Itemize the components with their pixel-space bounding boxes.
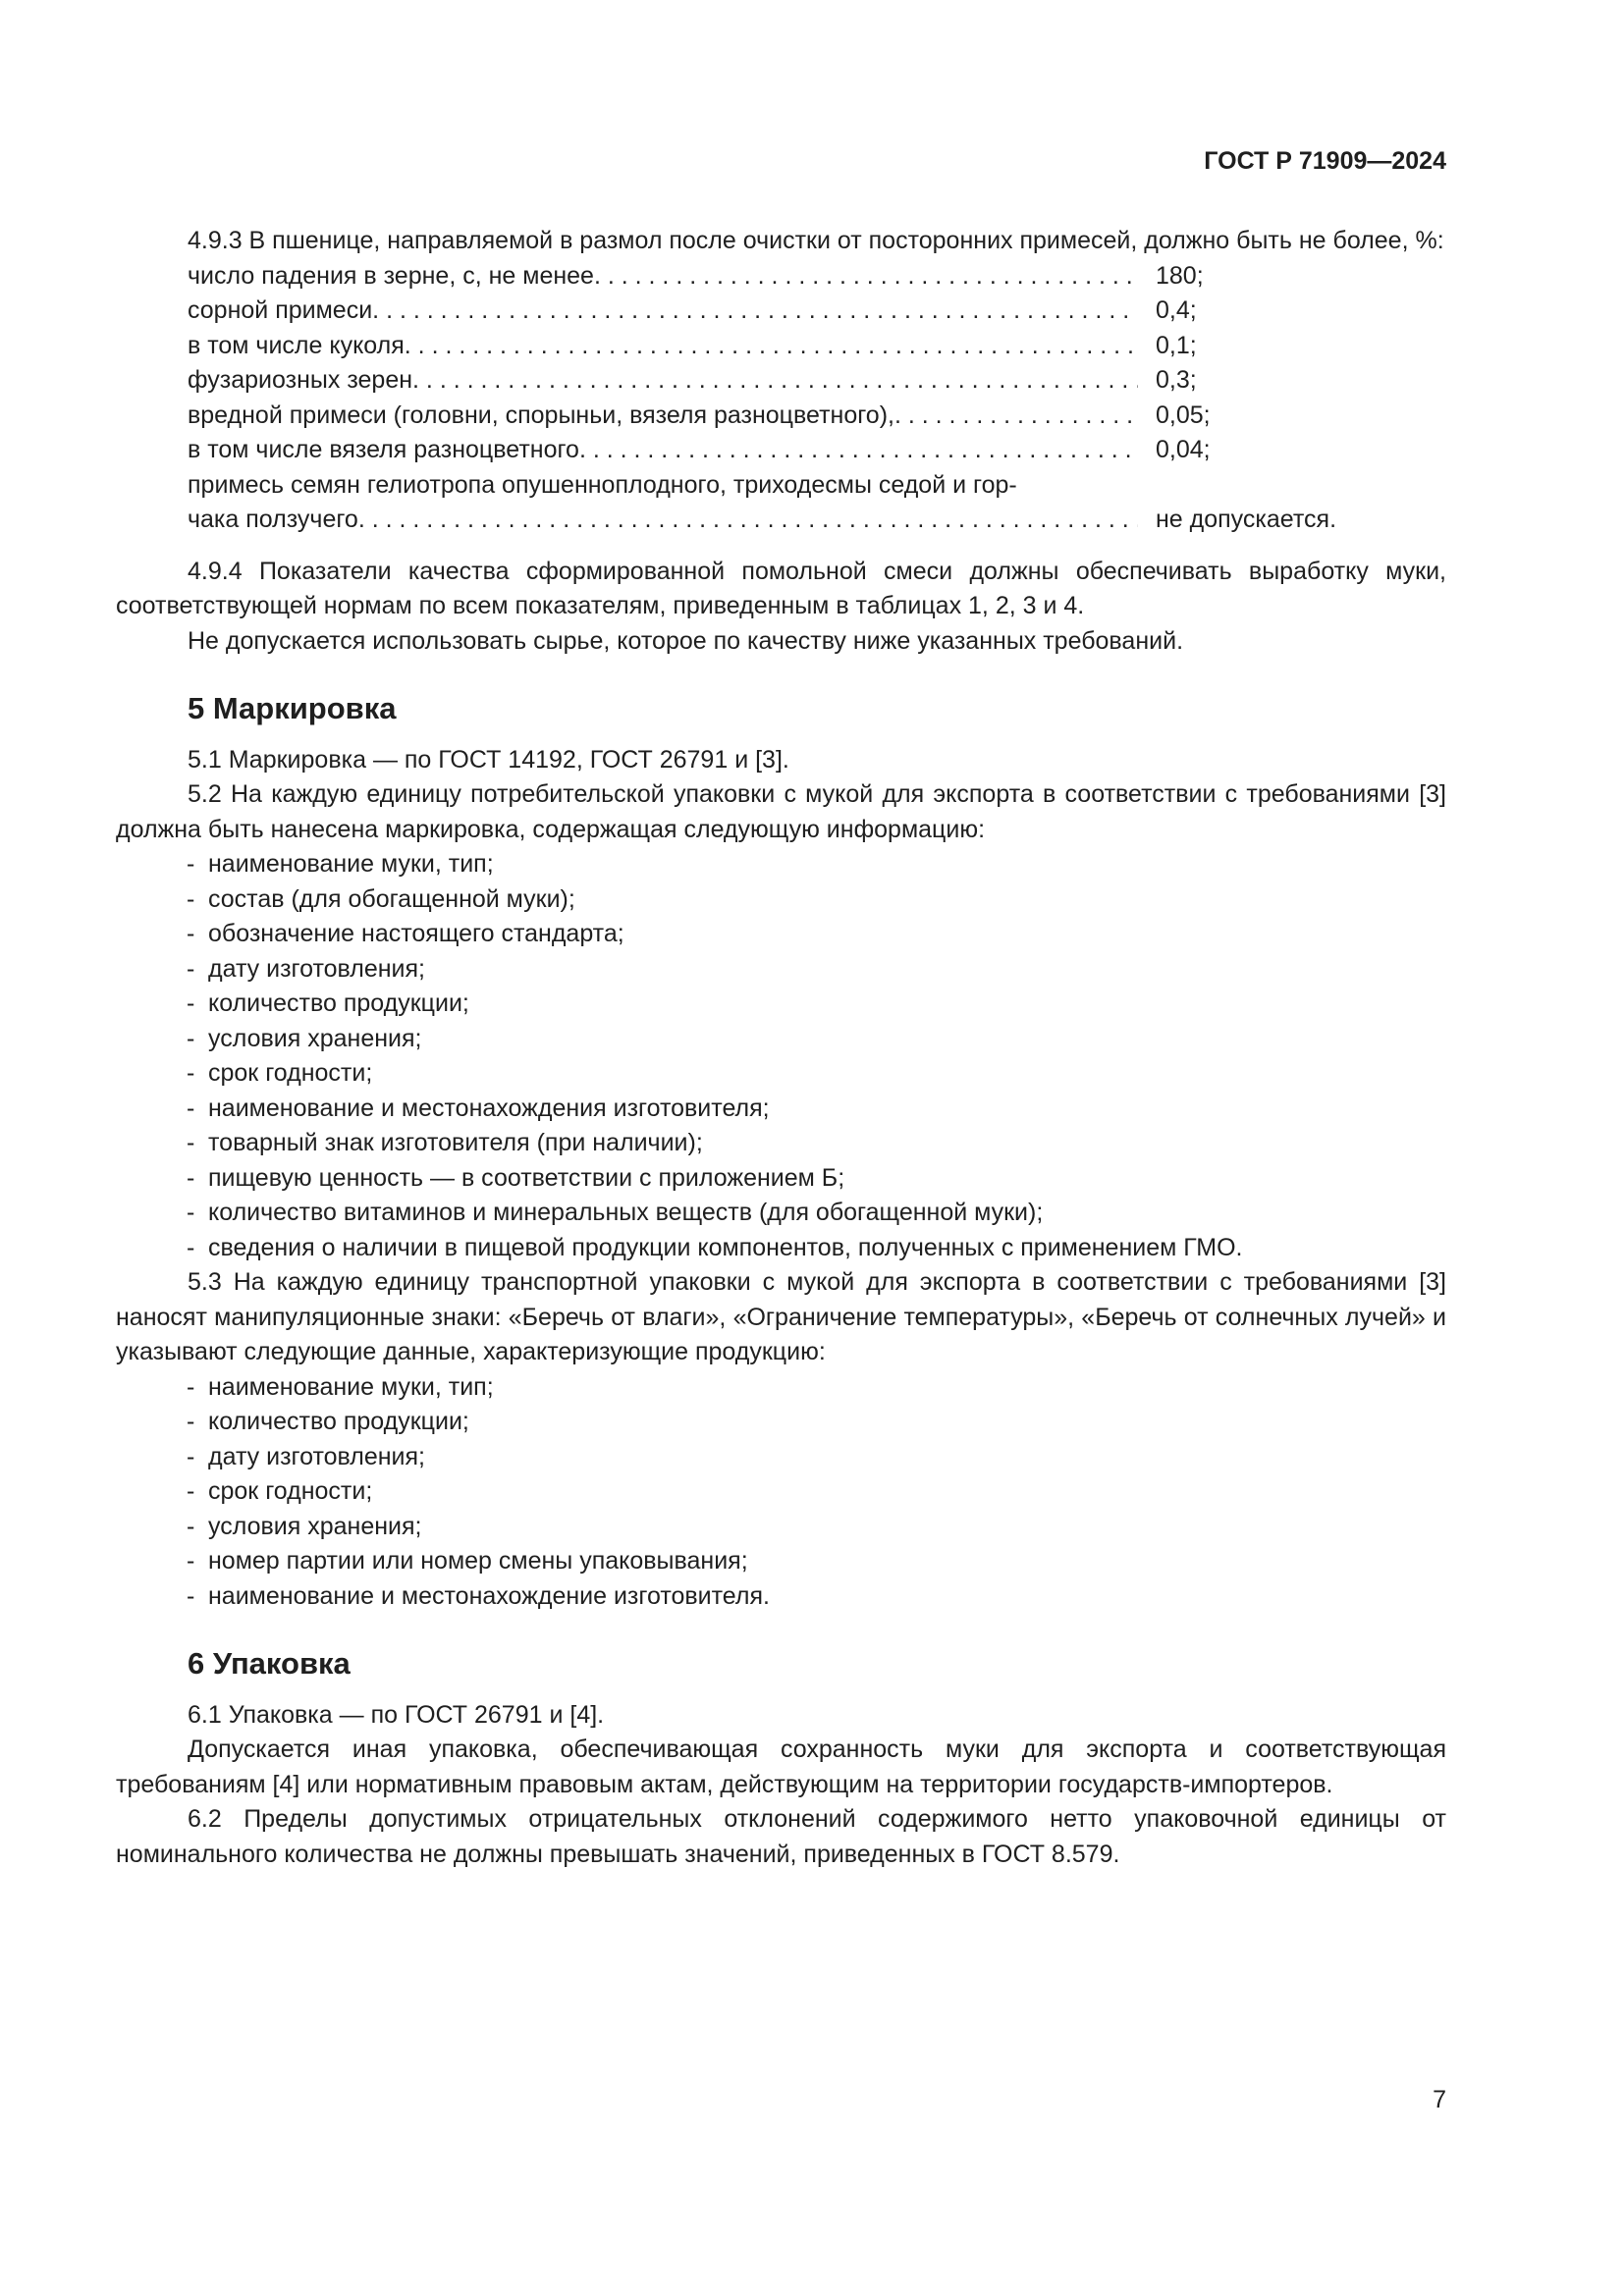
requirement-label: фузариозных зерен: [188, 366, 413, 394]
marking-consumer-list: [116, 847, 1446, 1265]
paragraph-5-2: 5.2 На каждую единицу потребительской упаковки с мукой для экспорта в соответствии с требованиями [3] должна быть нанесена маркировка, содержащая следующую информацию:: [116, 780, 1446, 843]
list-dash: -: [187, 1094, 195, 1122]
list-item-text: наименование муки, тип;: [208, 1372, 494, 1401]
marking-transport-list: [116, 1370, 1446, 1615]
list-item: [116, 1161, 1446, 1197]
list-item: [116, 1510, 1446, 1545]
list-item-text: срок годности;: [208, 1059, 373, 1087]
requirement-value: 0,05;: [1156, 400, 1211, 429]
requirement-label: в том числе вязеля разноцветного: [188, 436, 579, 463]
requirement-row: [188, 294, 1446, 329]
requirement-value: не допускается.: [1156, 506, 1337, 533]
list-item-text: наименование и местонахождения изготовителя;: [208, 1094, 770, 1122]
list-item: [116, 1579, 1446, 1615]
paragraph-6-1: 6.1 Упаковка — по ГОСТ 26791 и [4].: [188, 1700, 605, 1729]
list-item: [116, 1056, 1446, 1092]
requirement-row: [188, 363, 1446, 399]
list-dash: -: [187, 850, 195, 878]
list-dash: -: [187, 1547, 195, 1575]
list-item: [116, 987, 1446, 1022]
list-dash: -: [187, 1372, 195, 1401]
list-dash: -: [187, 1059, 195, 1087]
list-dash: -: [187, 1163, 195, 1192]
list-item-text: обозначение настоящего стандарта;: [208, 920, 624, 947]
list-dash: -: [187, 1129, 195, 1156]
list-dash: -: [187, 920, 195, 947]
dot-leader: [412, 363, 1138, 399]
list-item-text: сведения о наличии в пищевой продукции компонентов, полученных с применением ГМО.: [208, 1233, 1243, 1261]
list-item-text: состав (для обогащенной муки);: [208, 884, 575, 913]
list-item-text: дату изготовления;: [208, 1442, 425, 1470]
requirement-value: 0,1;: [1156, 331, 1197, 359]
dot-leader: [372, 294, 1138, 329]
dot-leader: [594, 259, 1138, 294]
list-item: [116, 1370, 1446, 1406]
requirement-row: [188, 259, 1446, 294]
list-dash: -: [187, 1581, 195, 1610]
list-item-text: дату изготовления;: [208, 954, 425, 983]
requirement-label: число падения в зерне, с, не менее: [188, 261, 594, 290]
paragraph-4-9-3-intro: 4.9.3 В пшенице, направляемой в размол после очистки от посторонних примесей, должно быть не более, %:: [188, 227, 1444, 254]
list-dash: -: [187, 1512, 195, 1540]
requirement-row: [188, 329, 1446, 364]
paragraph-6-2: 6.2 Пределы допустимых отрицательных отклонений содержимого нетто упаковочной единицы от номинального количества не должны превышать значений, приведенных в ГОСТ 8.579.: [116, 1805, 1446, 1868]
list-item: [116, 1196, 1446, 1231]
list-item-text: количество продукции;: [208, 989, 469, 1017]
list-item: [116, 1126, 1446, 1161]
requirement-value: 180;: [1156, 261, 1204, 290]
document-code: ГОСТ Р 71909—2024: [1204, 147, 1446, 175]
dot-leader: [894, 399, 1138, 434]
paragraph-4-9-4: 4.9.4 Показатели качества сформированной помольной смеси должны обеспечивать выработку муки, соответствующей нормам по всем показателям, приведенным в таблицах 1, 2, 3 и 4.: [116, 557, 1446, 619]
list-item-text: номер партии или номер смены упаковывания;: [208, 1547, 748, 1575]
paragraph-6-1-note: Допускается иная упаковка, обеспечивающая сохранность муки для экспорта и соответствующая требованиям [4] или нормативным правовым актам, действующим на территории государств-импортеров.: [116, 1735, 1446, 1798]
list-dash: -: [187, 1024, 195, 1052]
list-item-text: срок годности;: [208, 1477, 373, 1505]
section-title-5: 5 Маркировка: [188, 691, 397, 725]
list-dash: -: [187, 989, 195, 1017]
list-item-text: пищевую ценность — в соответствии с приложением Б;: [208, 1163, 845, 1192]
requirements-list: [116, 259, 1446, 468]
list-item: [116, 882, 1446, 918]
list-item: [116, 1022, 1446, 1057]
requirement-value: 0,3;: [1156, 366, 1197, 394]
requirement-label: в том числе куколя: [188, 331, 405, 359]
list-dash: -: [187, 1408, 195, 1435]
requirement-row-last: [188, 503, 1446, 538]
requirement-row: [188, 399, 1446, 434]
dot-leader: [579, 433, 1138, 468]
requirement-row: [188, 433, 1446, 468]
requirement-value: 0,04;: [1156, 436, 1211, 463]
paragraph-5-1: 5.1 Маркировка — по ГОСТ 14192, ГОСТ 26791 и [3].: [188, 745, 789, 774]
list-item: [116, 917, 1446, 952]
list-dash: -: [187, 1442, 195, 1470]
requirement-label: чака ползучего: [188, 506, 358, 533]
list-item: [116, 847, 1446, 882]
list-item-text: количество продукции;: [208, 1408, 469, 1435]
dot-leader: [358, 503, 1138, 538]
requirement-row-last-line1: примесь семян гелиотропа опушенноплодного, триходесмы седой и гор-: [188, 470, 1017, 499]
list-item-text: количество витаминов и минеральных веществ (для обогащенной муки);: [208, 1199, 1044, 1226]
list-item: [116, 1544, 1446, 1579]
list-item: [116, 1092, 1446, 1127]
paragraph-4-9-4-note: Не допускается использовать сырье, которое по качеству ниже указанных требований.: [188, 626, 1184, 655]
page-number: 7: [1433, 2086, 1446, 2113]
list-dash: -: [187, 1199, 195, 1226]
list-item-text: наименование муки, тип;: [208, 850, 494, 878]
list-item: [116, 952, 1446, 988]
list-dash: -: [187, 1477, 195, 1505]
section-title-6: 6 Упаковка: [188, 1646, 351, 1681]
paragraph-5-3: 5.3 На каждую единицу транспортной упаковки с мукой для экспорта в соответствии с требованиями [3] наносят манипуляционные знаки: «Беречь от влаги», «Ограничение температуры», «Беречь от солнечных лучей» и указывают следующие данные, характеризующие продукцию:: [116, 1268, 1446, 1365]
list-dash: -: [187, 1233, 195, 1261]
list-item-text: наименование и местонахождение изготовителя.: [208, 1581, 770, 1610]
list-item: [116, 1405, 1446, 1440]
list-item: [116, 1231, 1446, 1266]
dot-leader: [405, 329, 1138, 364]
list-item-text: условия хранения;: [208, 1024, 422, 1052]
list-item: [116, 1440, 1446, 1475]
page-content: [116, 224, 1446, 1872]
requirement-label: сорной примеси: [188, 296, 373, 324]
list-item-text: товарный знак изготовителя (при наличии);: [208, 1129, 703, 1156]
requirement-label: вредной примеси (головни, спорыньи, вязеля разноцветного),: [188, 400, 894, 429]
list-dash: -: [187, 954, 195, 983]
list-item: [116, 1474, 1446, 1510]
list-dash: -: [187, 884, 195, 913]
list-item-text: условия хранения;: [208, 1512, 422, 1540]
requirement-value: 0,4;: [1156, 296, 1197, 324]
